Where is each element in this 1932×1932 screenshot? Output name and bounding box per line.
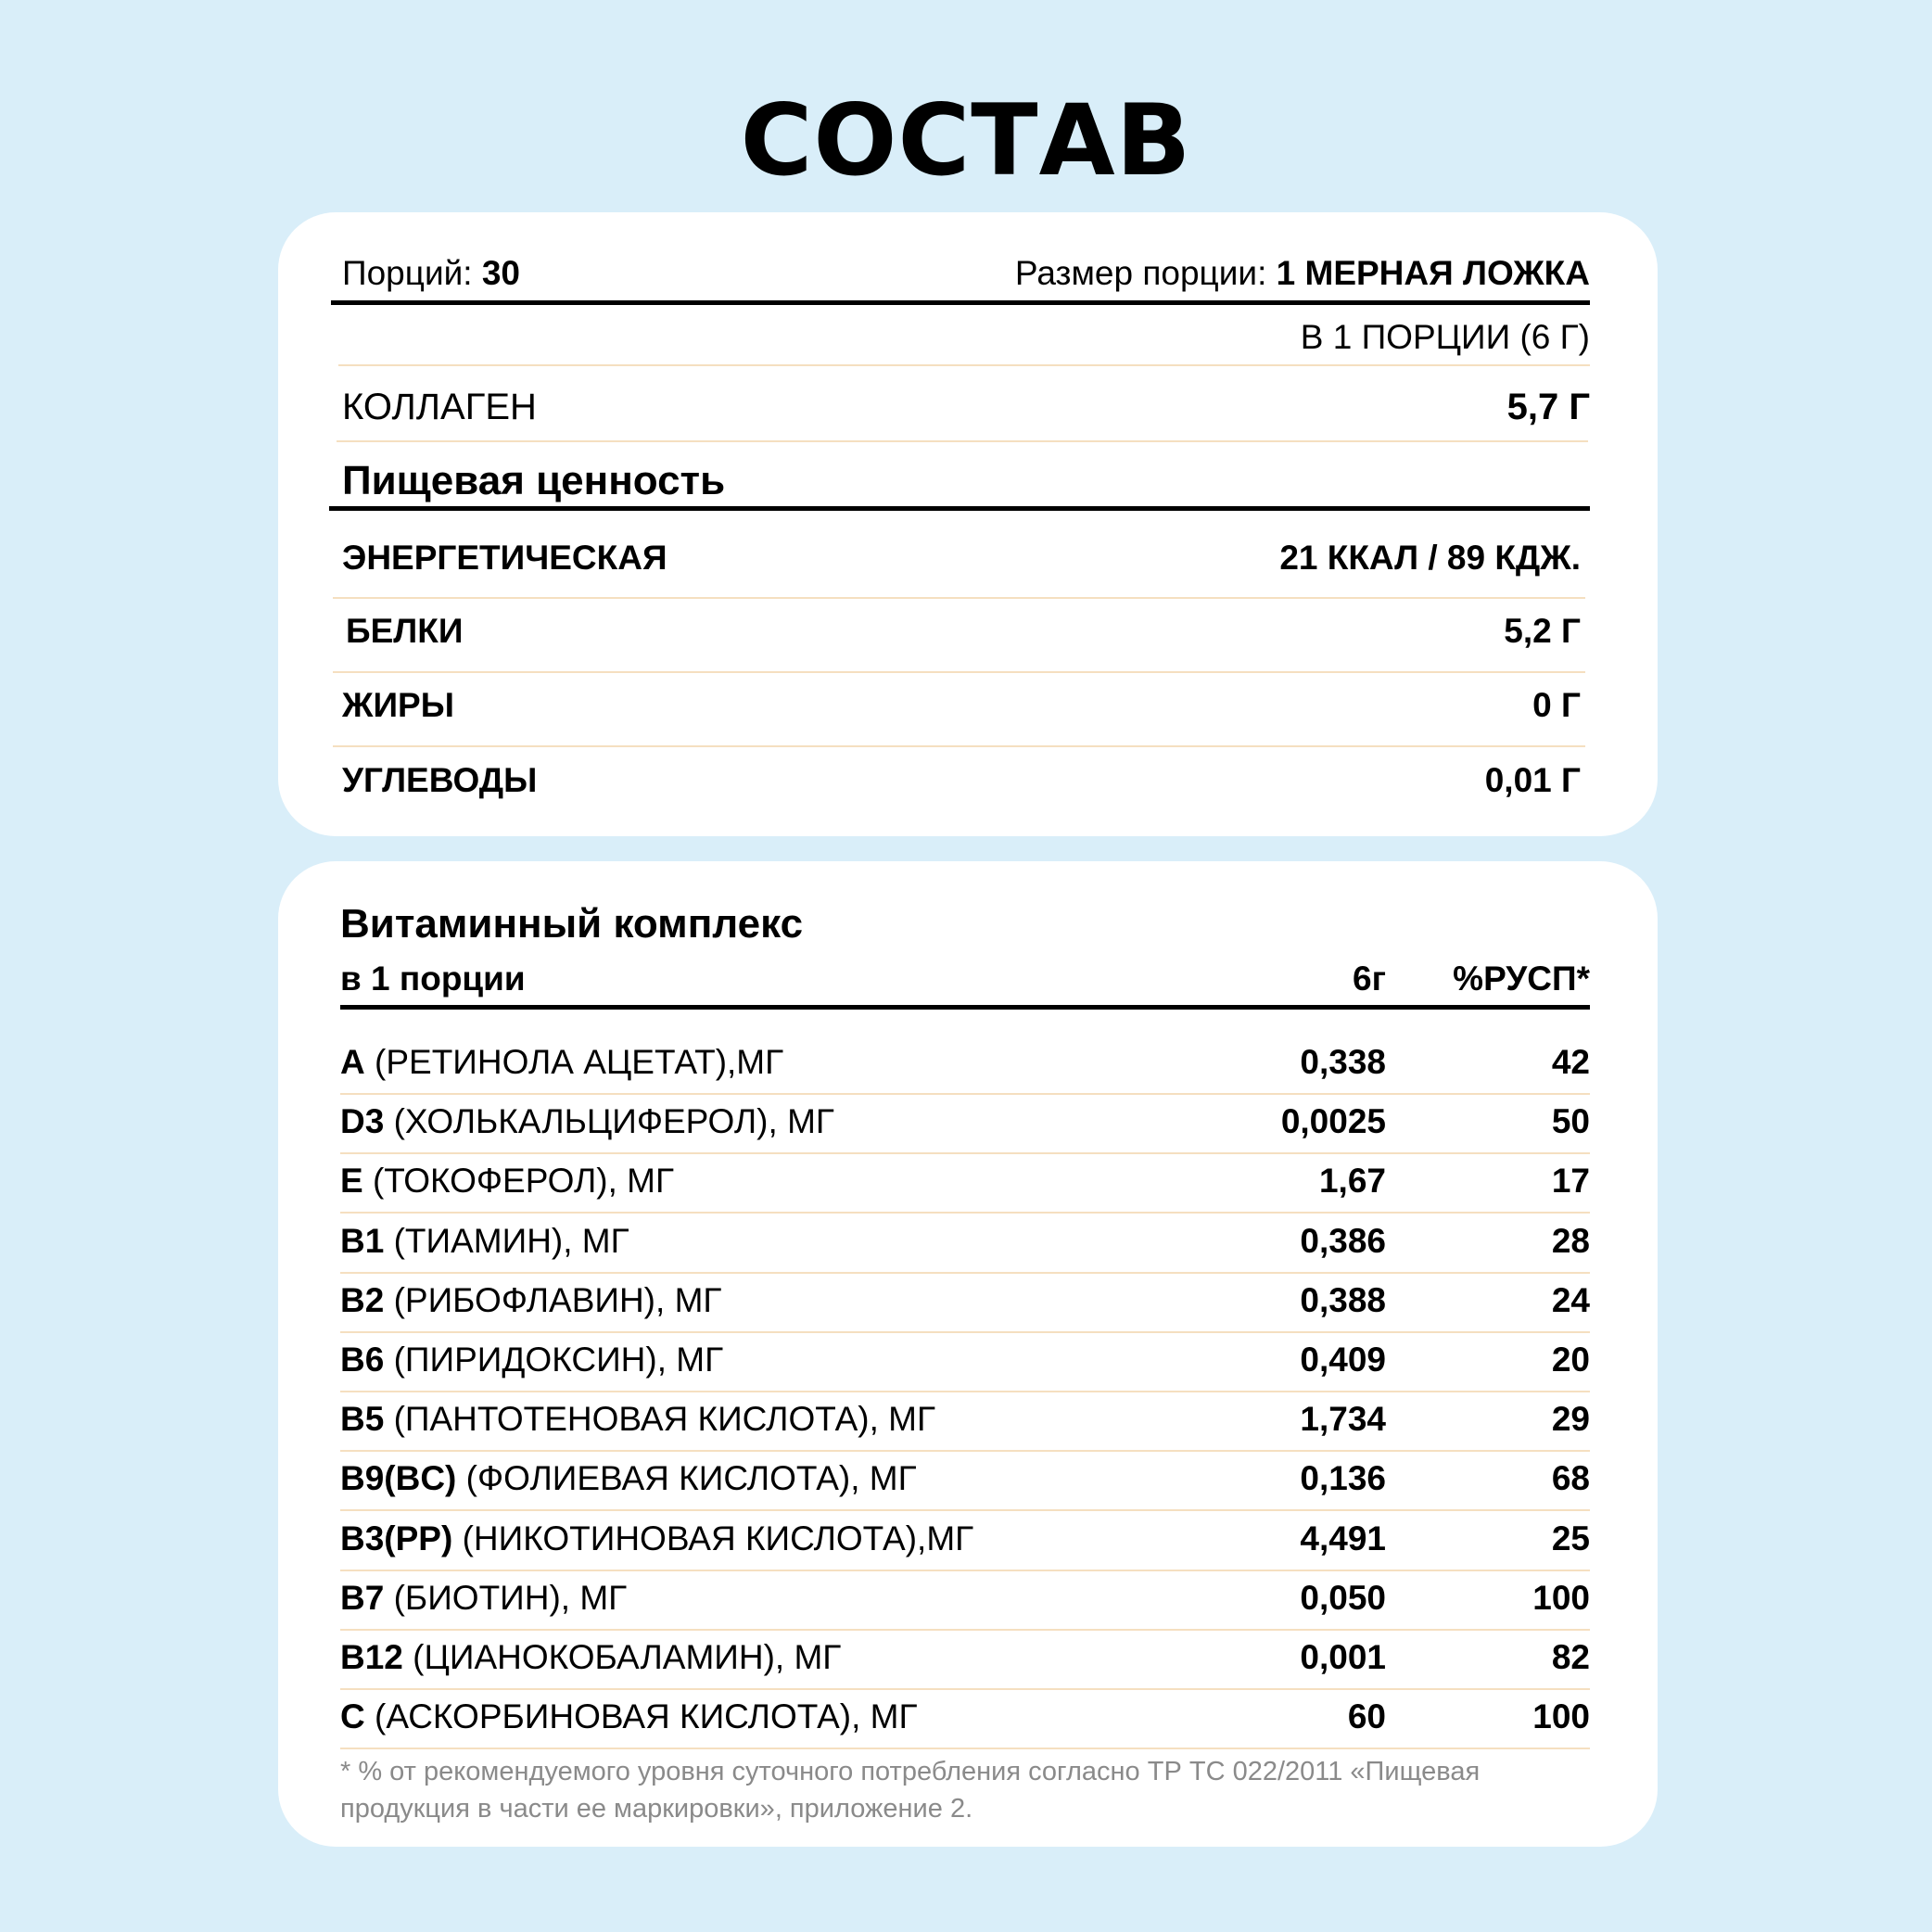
vitamin-amount: 0,386 xyxy=(1300,1221,1386,1260)
header-amount: 6г xyxy=(1353,960,1386,998)
vitamin-percent: 68 xyxy=(1551,1459,1590,1498)
nutrition-row-carbs: УГЛЕВОДЫ 0,01 Г xyxy=(342,761,1581,799)
vitamin-row xyxy=(340,1697,1590,1736)
vitamin-card xyxy=(278,861,1658,1847)
vitamin-amount: 0,338 xyxy=(1300,1043,1386,1081)
vitamin-name: B3(PP) (НИКОТИНОВАЯ КИСЛОТА),МГ xyxy=(340,1519,974,1557)
vitamin-percent: 82 xyxy=(1551,1638,1590,1676)
divider-thin xyxy=(333,597,1585,599)
vitamin-amount: 0,388 xyxy=(1300,1280,1386,1319)
vitamin-table-header xyxy=(340,960,1590,998)
vitamin-row xyxy=(340,1102,1590,1141)
vitamin-name: D3 (ХОЛЬКАЛЬЦИФЕРОЛ), МГ xyxy=(340,1102,834,1141)
footnote: * % от рекомендуемого уровня суточного потребления согласно ТР ТС 022/2011 «Пищевая продукция в части ее маркировки», приложение 2. xyxy=(340,1757,1481,1824)
vitamin-row xyxy=(340,1519,1590,1558)
serving-size: Размер порции: 1 МЕРНАЯ ЛОЖКА xyxy=(1014,254,1590,292)
vitamin-row xyxy=(340,1459,1590,1498)
divider-thin xyxy=(340,1272,1590,1274)
divider-thin xyxy=(333,671,1585,673)
nutrition-row-protein: БЕЛКИ 5,2 Г xyxy=(346,612,1581,650)
vitamin-row xyxy=(340,1400,1590,1439)
vitamin-name: B9(BC) (ФОЛИЕВАЯ КИСЛОТА), МГ xyxy=(340,1459,917,1498)
vitamin-amount: 1,734 xyxy=(1300,1400,1386,1439)
nutrition-title: Пищевая ценность xyxy=(342,458,726,503)
divider-thin xyxy=(340,1331,1590,1333)
vitamin-name: B2 (РИБОФЛАВИН), МГ xyxy=(340,1280,722,1319)
vitamin-percent: 50 xyxy=(1551,1102,1590,1141)
divider-thick xyxy=(340,1005,1590,1010)
vitamin-percent: 28 xyxy=(1551,1221,1590,1260)
vitamin-amount: 0,409 xyxy=(1300,1341,1386,1379)
vitamin-percent: 29 xyxy=(1551,1400,1590,1439)
servings-count: Порций: 30 xyxy=(342,254,520,292)
vitamin-name: A (РЕТИНОЛА АЦЕТАТ),МГ xyxy=(340,1043,784,1081)
header-percent: %РУСП* xyxy=(1453,960,1590,998)
vitamin-name: E (ТОКОФЕРОЛ), МГ xyxy=(340,1162,674,1201)
vitamin-percent: 42 xyxy=(1551,1043,1590,1081)
vitamin-name: B12 (ЦИАНОКОБАЛАМИН), МГ xyxy=(340,1638,842,1676)
divider-thick xyxy=(331,300,1590,305)
vitamin-name: B7 (БИОТИН), МГ xyxy=(340,1578,628,1617)
collagen-row xyxy=(342,387,1590,428)
divider-thin xyxy=(340,1629,1590,1631)
vitamin-amount: 1,67 xyxy=(1318,1162,1386,1201)
collagen-label: КОЛЛАГЕН xyxy=(342,387,537,427)
divider-thin xyxy=(340,1093,1590,1095)
divider-thin xyxy=(337,440,1588,442)
vitamin-percent: 20 xyxy=(1551,1341,1590,1379)
vitamin-amount: 0,136 xyxy=(1300,1459,1386,1498)
divider-thin xyxy=(340,1391,1590,1392)
vitamin-amount: 0,0025 xyxy=(1280,1102,1386,1141)
per-serving-label: В 1 ПОРЦИИ (6 Г) xyxy=(1300,318,1590,356)
header-per-serving: в 1 порции xyxy=(340,960,526,998)
divider-thin xyxy=(333,745,1585,747)
page-title: СОСТАВ xyxy=(740,83,1192,197)
vitamin-percent: 100 xyxy=(1532,1578,1590,1617)
vitamin-percent: 25 xyxy=(1551,1519,1590,1557)
vitamin-row xyxy=(340,1341,1590,1379)
divider-thick xyxy=(329,506,1590,511)
vitamin-percent: 24 xyxy=(1551,1280,1590,1319)
vitamin-name: B6 (ПИРИДОКСИН), МГ xyxy=(340,1341,724,1379)
nutrition-row-fat: ЖИРЫ 0 Г xyxy=(342,686,1581,724)
vitamin-name: B5 (ПАНТОТЕНОВАЯ КИСЛОТА), МГ xyxy=(340,1400,936,1439)
divider-thin xyxy=(340,1450,1590,1452)
nutrition-row-energy: ЭНЕРГЕТИЧЕСКАЯ 21 ККАЛ / 89 КДЖ. xyxy=(342,539,1581,577)
vitamin-title: Витаминный комплекс xyxy=(340,901,804,947)
divider-thin xyxy=(340,1688,1590,1690)
vitamin-row xyxy=(340,1162,1590,1201)
divider-thin xyxy=(338,364,1590,366)
vitamin-name: B1 (ТИАМИН), МГ xyxy=(340,1221,629,1260)
divider-thin xyxy=(340,1570,1590,1571)
vitamin-row xyxy=(340,1638,1590,1677)
divider-thin xyxy=(340,1212,1590,1214)
vitamin-row xyxy=(340,1281,1590,1320)
composition-card xyxy=(278,212,1658,836)
collagen-value: 5,7 Г xyxy=(1506,387,1590,427)
per-serving-row xyxy=(342,318,1590,357)
vitamin-percent: 100 xyxy=(1532,1697,1590,1736)
vitamin-amount: 60 xyxy=(1347,1697,1386,1736)
vitamin-amount: 0,050 xyxy=(1300,1578,1386,1617)
vitamin-percent: 17 xyxy=(1551,1162,1590,1201)
vitamin-name: C (АСКОРБИНОВАЯ КИСЛОТА), МГ xyxy=(340,1697,918,1736)
serving-info-row xyxy=(342,254,1590,293)
divider-thin xyxy=(340,1509,1590,1511)
vitamin-row xyxy=(340,1579,1590,1618)
vitamin-row xyxy=(340,1043,1590,1082)
divider-thin xyxy=(340,1152,1590,1154)
divider-thin xyxy=(340,1748,1590,1749)
vitamin-amount: 4,491 xyxy=(1300,1519,1386,1557)
vitamin-row xyxy=(340,1222,1590,1261)
vitamin-amount: 0,001 xyxy=(1300,1638,1386,1676)
